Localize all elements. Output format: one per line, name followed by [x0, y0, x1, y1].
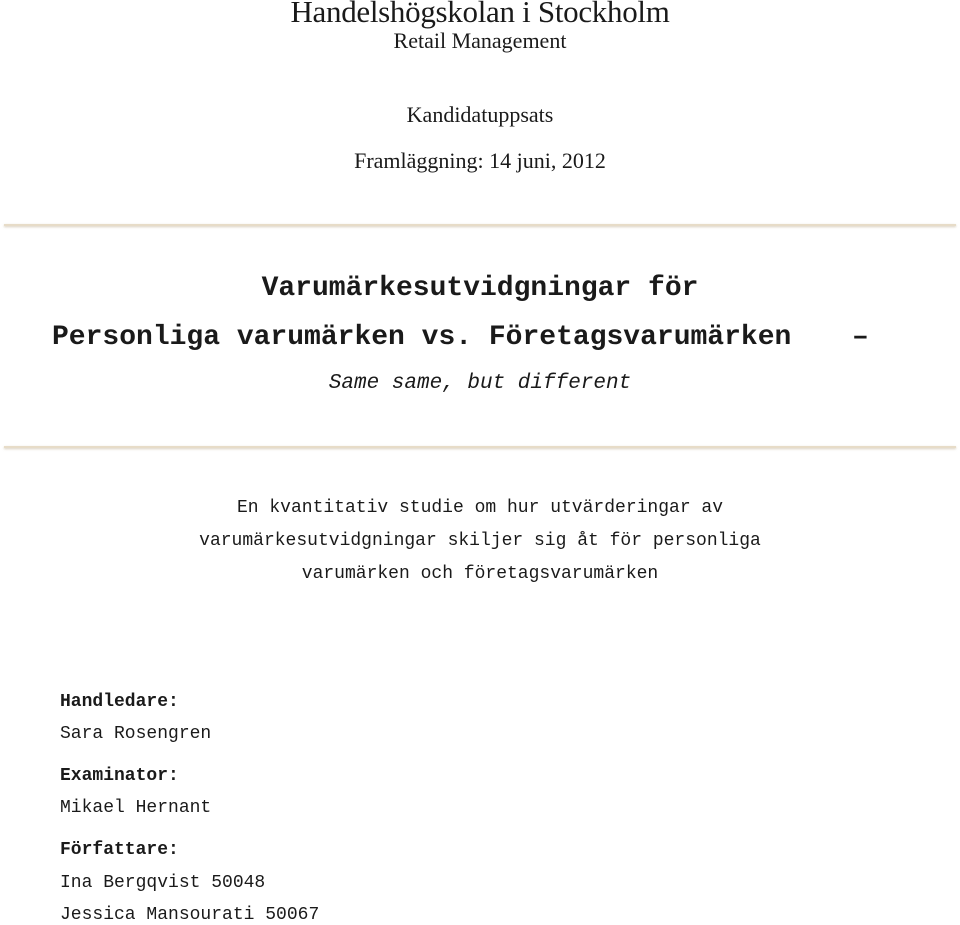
thesis-type: Kandidatuppsats: [406, 102, 554, 127]
bottom-divider: [4, 446, 956, 448]
presentation-date: Framläggning: 14 juni, 2012: [354, 148, 606, 173]
abstract-line: En kvantitativ studie om hur utvärderingar av: [236, 498, 724, 518]
top-divider: [4, 224, 956, 226]
school-name: Handelshögskolan i Stockholm: [290, 0, 670, 29]
supervisor-name: Sara Rosengren: [60, 724, 212, 744]
title-line-1: Varumärkesutvidgningar för: [261, 273, 699, 304]
author-name: Jessica Mansourati 50067: [60, 905, 320, 925]
abstract-line: varumärken och företagsvarumärken: [301, 564, 659, 584]
supervisor-label: Handledare:: [60, 692, 179, 712]
subtitle: Same same, but different: [328, 372, 632, 395]
examiner-name: Mikael Hernant: [60, 798, 212, 818]
examiner-label: Examinator:: [60, 766, 179, 786]
title-line-2: Personliga varumärken vs. Företagsvarumärken: [52, 322, 792, 353]
authors-label: Författare:: [60, 840, 179, 860]
title-dash: –: [852, 322, 869, 353]
abstract-line: varumärkesutvidgningar skiljer sig åt för personliga: [199, 531, 761, 551]
author-name: Ina Bergqvist 50048: [60, 873, 266, 893]
program-name: Retail Management: [393, 28, 567, 53]
